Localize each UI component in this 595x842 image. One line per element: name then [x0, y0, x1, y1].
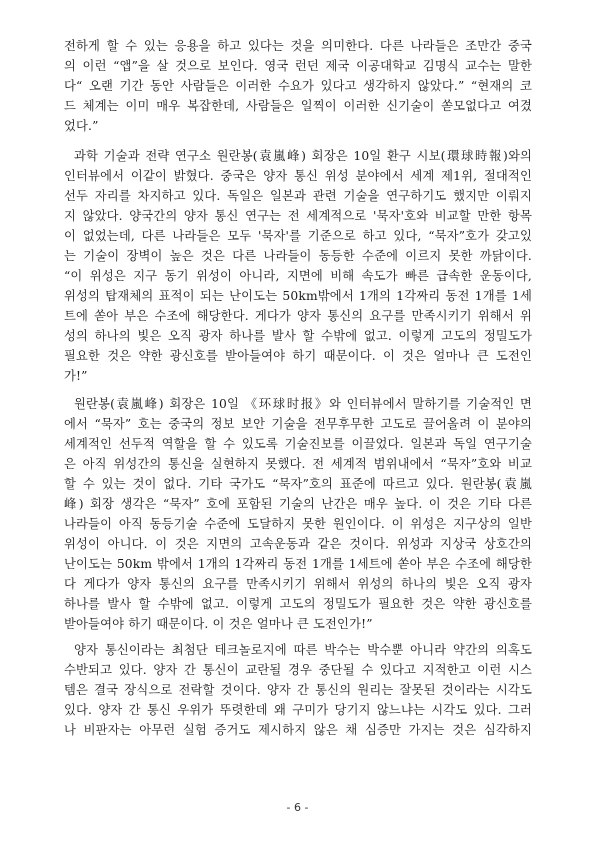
text-line: 필요한 것은 약한 광신호를 받아들여야 하기 때문이다. 이 것은 얼마나 큰 도전인	[64, 349, 532, 363]
text-line: 트에 쏟아 부은 수조에 해당한다. 게다가 양자 통신의 요구를 만족시키기 위해서 위	[64, 309, 532, 323]
paragraph-1	[64, 36, 532, 136]
text-line: 할 수 있는 것이 없다. 기타 국가도 “묵자”호의 표준에 따르고 있다. 원란봉(袁嵐	[64, 477, 532, 491]
page-number: - 6 -	[286, 801, 309, 814]
text-line: 원란봉(袁嵐峰) 회장은 10일 《环球时报》와 인터뷰에서 말하기를 기술적인 면	[74, 397, 532, 411]
text-line: 드 체계는 이미 매우 복잡한데, 사람들은 일찍이 이러한 신기술이 쏟모없다고 여겼	[64, 99, 532, 113]
text-line: 선두 자리를 차지하고 있다. 독일은 일본과 관련 기술을 연구하기도 했지만 이뤄지	[64, 189, 532, 203]
text-line: 난이도는 50km 밖에서 1개의 1각짜리 동전 1개를 1세트에 쏟아 부은 수조에 해당한	[64, 557, 532, 571]
text-line: 이 없었는데, 다른 나라들은 모두 '묵자'를 기준으로 하고 있다, “묵자”호가 갖고있	[64, 229, 532, 243]
text-line: 나 비판자는 아무런 실험 증거도 제시하지 않은 채 심증만 가지는 것은 심각하지	[64, 723, 532, 737]
text-line: 템은 결국 장식으로 전락할 것이다. 양자 간 통신의 원리는 잘못된 것이라는 시각도	[64, 683, 532, 697]
text-line: 의 이런 “앱”을 살 것으로 보인다. 영국 런던 제국 이공대학교 김명식 교수는 말한	[64, 59, 532, 73]
paragraph-3	[64, 394, 532, 634]
text-line: 다“ 오랜 기간 동안 사람들은 이러한 수요가 있다고 생각하지 않았다.” “현재의 코	[64, 79, 532, 93]
text-line: 峰) 회장 생각은 “묵자” 호에 포함된 기술의 난간은 매우 높다. 이 것은 기타 다른	[64, 497, 532, 511]
text-line: 나라들이 아직 동등기술 수준에 도달하지 못한 원인이다. 이 위성은 지구상의 일반	[64, 517, 532, 531]
paragraph-4	[64, 640, 532, 740]
text-line: “이 위성은 지구 동기 위성이 아니라, 지면에 비해 속도가 빠른 급속한 운동이다,	[64, 269, 532, 283]
text-line: 었다.”	[64, 119, 99, 133]
text-line: 전하게 할 수 있는 응용을 하고 있다는 것을 의미한다. 다른 나라들은 조만간 중국	[64, 39, 532, 53]
document-body	[64, 36, 532, 740]
text-line: 은 아직 위성간의 통신을 실현하지 못했다. 전 세계적 범위내에서 “묵자”호와 비교	[64, 457, 532, 471]
text-line: 양자 통신이라는 최첨단 테크놀로지에 따른 박수는 박수뿐 아니라 약간의 의혹도	[74, 643, 532, 657]
text-line: 는 기술이 장벽이 높은 것은 다른 나라들이 동등한 수준에 이르지 못한 까닭이다.	[64, 249, 532, 263]
text-line: 있다. 양자 간 통신 우위가 뚜렷한데 왜 구미가 당기지 않느냐는 시각도 있다. 그러	[64, 703, 532, 717]
text-line: 인터뷰에서 이같이 밝혔다. 중국은 양자 통신 위성 분야에서 세계 제1위, 절대적인	[64, 169, 532, 183]
text-line: 하나를 발사 할 수밖에 없고. 이렇게 고도의 정밀도가 필요한 것은 약한 광신호를	[64, 597, 532, 611]
text-line: 과학 기술과 전략 연구소 원란봉(袁嵐峰) 회장은 10일 환구 시보(環球時報)와의	[74, 149, 532, 163]
text-line: 수반되고 있다. 양자 간 통신이 교란될 경우 중단될 수 있다고 지적한고 이런 시스	[64, 663, 532, 677]
text-line: 세계적인 선두적 역할을 할 수 있도록 기술진보를 이끌었다. 일본과 독일 연구기술	[64, 437, 532, 451]
text-line: 다 게다가 양자 통신의 요구를 만족시키기 위해서 위성의 하나의 빛은 오직 광자	[64, 577, 532, 591]
text-line: 가!”	[64, 369, 88, 383]
text-line: 에서 “묵자” 호는 중국의 정보 보안 기술을 전무후무한 고도로 끌어올려 이 분야의	[64, 417, 532, 431]
text-line: 위성이 아니다. 이 것은 지면의 고속운동과 같은 것이다. 위성과 지상국 상호간의	[64, 537, 532, 551]
text-line: 위성의 탑재체의 표적이 되는 난이도는 50km밖에서 1개의 1각짜리 동전 1개를 1세	[64, 289, 532, 303]
text-line: 성의 하나의 빛은 오직 광자 하나를 발사 할 수밖에 없고. 이렇게 고도의 정밀도가	[64, 329, 532, 343]
text-line: 받아들여야 하기 때문이다. 이 것은 얼마나 큰 도전인가!”	[64, 617, 373, 631]
paragraph-2	[64, 146, 532, 386]
text-line: 지 않았다. 양국간의 양자 통신 연구는 전 세계적으로 '묵자'호와 비교할 만한 항목	[64, 209, 532, 223]
